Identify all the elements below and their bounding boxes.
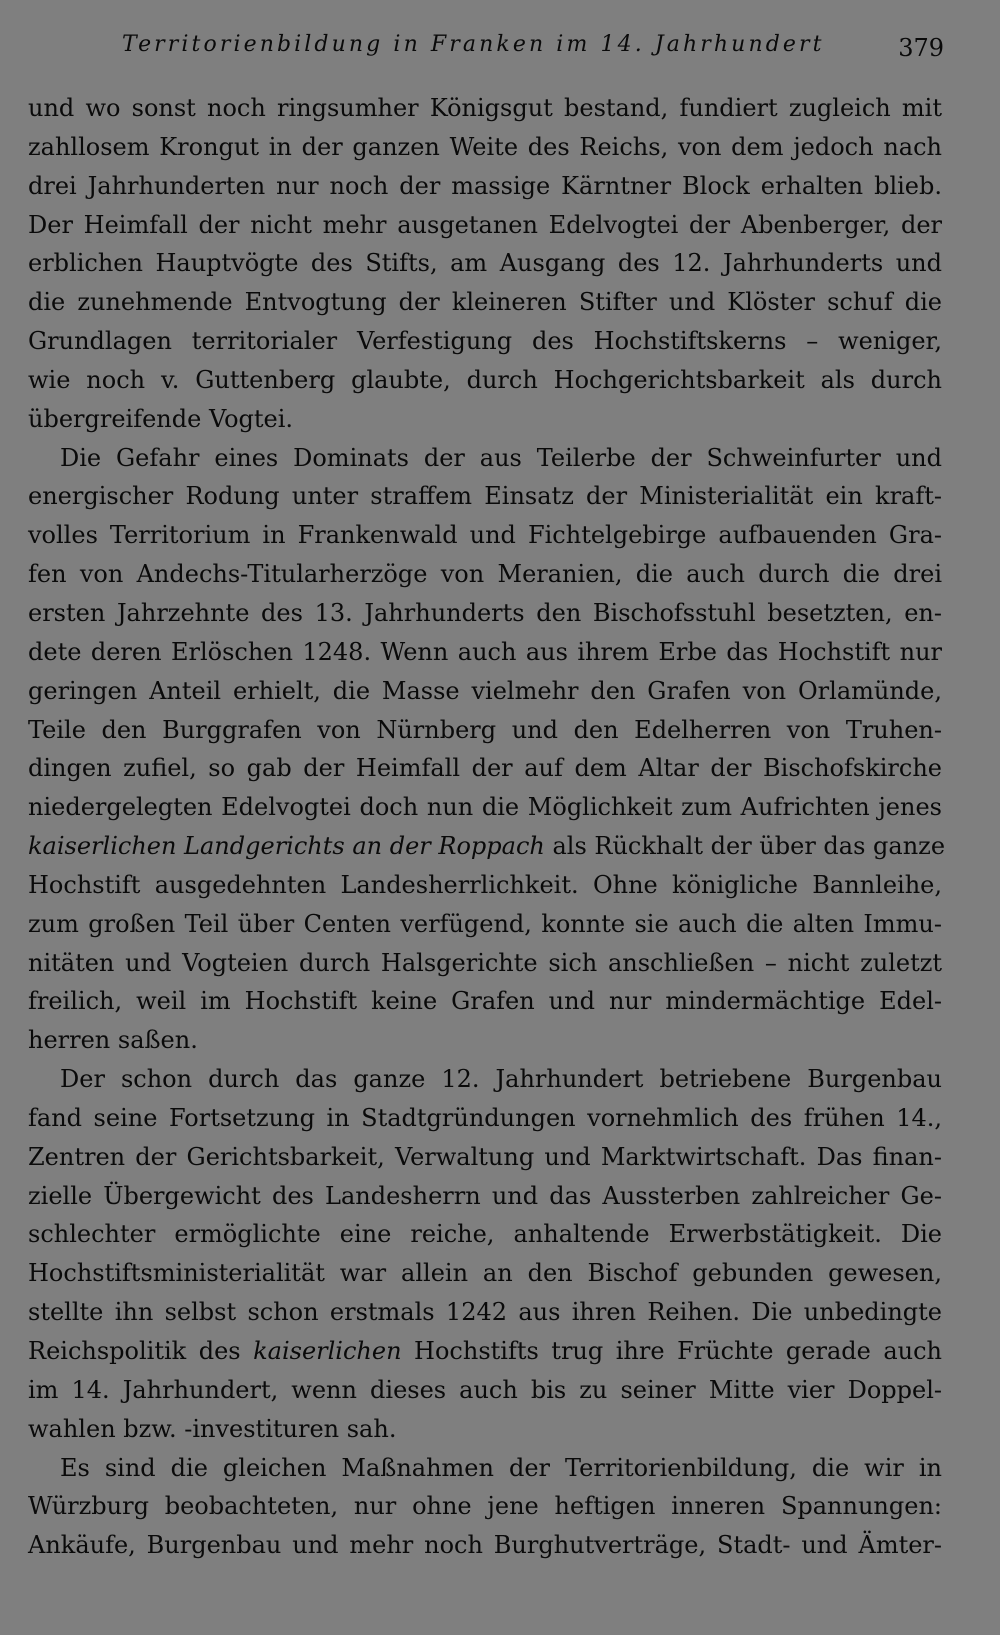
text-line [28,633,942,672]
text-segment: Der Heimfall der nicht mehr ausgetanen Edelvogtei der Abenberger, der [28,210,942,239]
text-line [28,1138,942,1177]
text-line [28,827,946,866]
text-segment: ersten Jahrzehnte des 13. Jahrhunderts den Bischofsstuhl besetzten, en- [28,598,942,627]
text-segment: volles Territorium in Frankenwald und Fichtelgebirge aufbauenden Gra- [28,521,942,550]
text-segment: übergreifende Vogtei. [28,404,294,433]
text-segment: niedergelegten Edelvogtei doch nun die Möglichkeit zum Aufrichten jenes [28,793,942,822]
text-segment: Hochstift ausgedehnten Landesherrlichkeit. Ohne königliche Bannleihe, [28,870,942,899]
text-line [28,400,942,439]
text-segment: drei Jahrhunderten nur noch der massige Kärntner Block erhalten blieb. [28,171,942,200]
text-segment: Teile den Burggrafen von Nürnberg und den Edelherren von Truhen- [28,715,942,744]
text-segment: im 14. Jahrhundert, wenn dieses auch bis zu seiner Mitte vier Doppel- [28,1375,942,1404]
text-segment: Hochstiftsministerialität war allein an den Bischof gebunden gewesen, [28,1259,942,1288]
text-line [28,1449,942,1488]
text-segment: herren saßen. [28,1026,198,1055]
text-segment: fen von Andechs-Titularherzöge von Meranien, die auch durch die drei [28,560,942,589]
text-line [28,1410,942,1449]
text-segment: zielle Übergewicht des Landesherrn und das Aussterben zahlreicher Ge- [28,1181,942,1210]
text-segment: energischer Rodung unter straffem Einsatz der Ministerialität ein kraft- [28,482,942,511]
text-line [28,1487,942,1526]
text-segment: zum großen Teil über Centen verfügend, konnte sie auch die alten Immu- [28,909,942,938]
text-segment: Würzburg beobachteten, nur ohne jene heftigen inneren Spannungen: [28,1492,942,1521]
text-line [28,89,942,128]
text-line [28,361,942,400]
text-line [28,1215,942,1254]
text-line [28,1526,942,1565]
text-segment: und wo sonst noch ringsumher Königsgut bestand, fundiert zugleich mit [28,94,942,122]
text-line [28,516,942,555]
text-segment: Die Gefahr eines Dominats der aus Teilerbe der Schweinfurter und [60,443,942,472]
text-line [28,1177,942,1216]
text-line [28,905,942,944]
text-line [28,672,942,711]
text-segment: erblichen Hauptvögte des Stifts, am Ausgang des 12. Jahrhunderts und [28,249,942,278]
text-line [28,866,942,905]
text-line [28,594,942,633]
text-segment: stellte ihn selbst schon erstmals 1242 aus ihren Reihen. Die unbedingte [28,1298,942,1327]
text-line [28,322,942,361]
text-line [28,944,942,983]
text-segment: Der schon durch das ganze 12. Jahrhundert betriebene Burgenbau [60,1065,942,1094]
running-head [122,30,944,70]
text-segment: Zentren der Gerichtsbarkeit, Verwaltung und Marktwirtschaft. Das finan- [28,1142,942,1171]
text-segment: fand seine Fortsetzung in Stadtgründungen vornehmlich des frühen 14., [28,1103,942,1132]
text-segment: wie noch v. Guttenberg glaubte, durch Hochgerichtsbarkeit als durch [28,365,942,394]
text-segment: schlechter ermöglichte eine reiche, anhaltende Erwerbstätigkeit. Die [28,1220,942,1249]
text-line [28,788,942,827]
text-line [28,982,942,1021]
text-line [28,1099,942,1138]
text-line [28,128,942,167]
text-segment: freilich, weil im Hochstift keine Grafen und nur mindermächtige Edel- [28,987,942,1016]
text-line [28,244,942,283]
text-line [28,1060,942,1099]
text-segment: dingen zufiel, so gab der Heimfall der auf dem Altar der Bischofskirche [28,754,942,783]
text-segment: wahlen bzw. -investituren sah. [28,1414,397,1443]
text-line [28,555,942,594]
text-segment: die zunehmende Entvogtung der kleineren Stifter und Klöster schuf die [28,288,942,317]
text-line [28,167,942,206]
text-segment: Ankäufe, Burgenbau und mehr noch Burghutverträge, Stadt- und Ämter- [28,1531,942,1560]
text-line [28,1254,942,1293]
text-line [28,711,942,750]
page-number: 379 [898,34,944,62]
text-line [28,749,942,788]
text-line [28,439,942,478]
text-line [28,1371,942,1410]
text-segment: dete deren Erlöschen 1248. Wenn auch aus ihrem Erbe das Hochstift nur [28,637,942,666]
text-line [28,477,942,516]
text-segment: nitäten und Vogteien durch Halsgerichte sich anschließen – nicht zuletzt [28,948,942,977]
text-line [28,283,942,322]
text-segment: Reichspolitik des [28,1337,254,1365]
text-segment: zahllosem Krongut in der ganzen Weite des Reichs, von dem jedoch nach [28,132,942,161]
text-segment: geringen Anteil erhielt, die Masse vielmehr den Grafen von Orlamünde, [28,676,942,705]
text-segment: Es sind die gleichen Maßnahmen der Territorienbildung, die wir in [60,1453,942,1482]
text-segment: Grundlagen territorialer Verfestigung des Hochstiftskerns – weniger, [28,327,942,356]
text-line [28,1293,942,1332]
text-line [28,1021,942,1060]
running-title: Territorienbildung in Franken im 14. Jahrhundert [122,32,825,57]
text-segment: als Rückhalt der über das ganze [544,832,946,861]
text-segment: Hochstifts trug ihre Früchte gerade auch [401,1337,942,1365]
italic-text: kaiserlichen [253,1337,402,1365]
body-text [28,89,946,1565]
italic-text: kaiserlichen Landgerichts an der Roppach [28,832,545,861]
text-line [28,1332,942,1371]
text-line [28,206,942,245]
